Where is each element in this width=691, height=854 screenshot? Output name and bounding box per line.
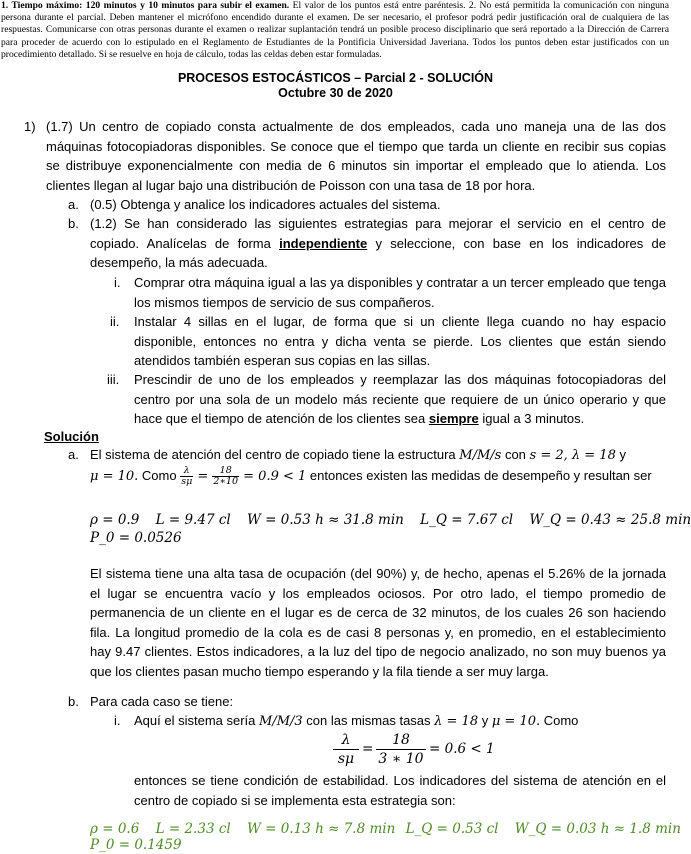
solution-bi-after: entonces se tiene condición de estabilidad. Los indicadores del sistema de atención en el centro de copiado si se implementa esta estrategia son: <box>134 773 666 808</box>
strategy-i-label: i. <box>114 275 121 290</box>
displayed-result: = 0.6 < 1 <box>429 741 495 757</box>
measure-rho: ρ = 0.9 <box>90 512 140 528</box>
queue-model-notation: M/M/s <box>459 448 502 463</box>
strategy-iii-text-2: igual a 3 minutos. <box>478 411 585 427</box>
fraction-denominator: sμ <box>181 476 193 488</box>
measure-LQ: L_Q = 7.67 cl <box>420 512 514 528</box>
exam-instructions <box>1 0 669 61</box>
measure-L: L = 9.47 cl <box>155 512 231 528</box>
queue-model-notation-bi: M/M/3 <box>259 714 303 729</box>
measures-line-a <box>90 511 691 529</box>
fraction-denominator: 2∗10 <box>213 476 239 488</box>
fraction-numerator: λ <box>180 466 193 477</box>
solution-a-como: Como <box>138 468 181 483</box>
solution-bi-text-1: Aquí el sistema sería <box>134 713 259 728</box>
strategy-iii-statement <box>134 370 666 429</box>
part-b-text-1: (1.2) Se han considerado las siguientes estrategias para mejorar el servicio en el centro de copiado. Analícelas de forma <box>90 216 666 251</box>
part-b-label: b. <box>68 216 79 231</box>
utilization-result: = 0.9 < 1 <box>239 469 307 484</box>
measure-P0: P_0 = 0.0526 <box>90 530 182 546</box>
displayed-equals: = <box>362 741 374 757</box>
strategy-iii-text-1: Prescindir de uno de los empleados y reemplazar las dos máquinas fotocopiadoras del centro por una sola de un modelo más reciente que requiere de un único operario y que hace que el tiempo de atención de los clientes sea <box>134 372 666 427</box>
fraction-denominator: sμ <box>337 751 355 767</box>
strategy-ii-statement: Instalar 4 sillas en el lugar, de forma que si un cliente llega cuando no hay espacio disponible, entonces no entra y dicha venta se pierde. Los clientes que están siendo atendidos también esperan sus copias en las sillas. <box>134 314 666 369</box>
displayed-fraction-lhs <box>333 731 359 768</box>
solution-bi-intro <box>134 711 666 732</box>
service-rate: μ = 10. <box>90 469 139 484</box>
part-b-statement <box>90 214 666 273</box>
queue-parameters: s = 2, λ = 18 <box>529 448 616 463</box>
fraction-numerator: 18 <box>212 466 239 477</box>
problem-number: 1) <box>24 119 36 134</box>
service-rate-bi: μ = 10. <box>491 714 541 729</box>
part-b-text-2: y seleccione, con base en los indicadores de desempeño, la más adecuada. <box>90 235 666 271</box>
fraction-numerator: λ <box>333 731 359 750</box>
measure-L-bi: L = 2.33 cl <box>155 821 231 837</box>
problem-statement: (1.7) Un centro de copiado consta actualmente de dos empleados, cada uno maneja una de las dos máquinas fotocopiadoras disponibles. Se conoce que el tiempo que tarda un cliente en recibir sus copias se distribuye exponencialmente con media de 6 minutos sin importar el empleado que lo atienda. Los clientes llegan al lugar bajo una distribución de Poisson con una tasa de 18 por hora. <box>46 119 666 193</box>
fraction-numerator: 18 <box>376 731 426 750</box>
part-b-emphasis: independiente <box>279 235 368 251</box>
strategy-iii-emphasis: siempre <box>428 411 479 427</box>
instructions-rest: El valor de los puntos está entre paréntesis. 2. No está permitida la comunicación con ninguna persona durante el parcial. Deben mantener el micrófono encendido durante el examen. De ser necesario, el profesor podrá pedir justificación oral de cualquiera de las respuestas. Comunicarse con otras personas durante el examen o realizar suplantación tendrá un posible proceso disciplinario que será reportado a la Dirección de Carrera para proceder de acuerdo con lo estipulado en el Reglamento de Estudiantes de la Pontificia Universidad Javeriana. Todos los puntos deben estar justificados con un procedimiento detallado. Si se resuelve en hoja de cálculo, todas las celdas deben estar formuladas. <box>1 0 669 60</box>
utilization-value-fraction <box>212 466 239 487</box>
solution-b-intro: Para cada caso se tiene: <box>90 694 234 709</box>
solution-a-intro-line1 <box>90 445 666 466</box>
solution-heading: Solución <box>44 429 99 444</box>
solution-a-analysis: El sistema tiene una alta tasa de ocupación (del 90%) y, de hecho, apenas el 5.26% de la jornada el lugar se encuentra vacío y los empleados ociosos. Por otro lado, el tiempo promedio de permanencia de un cliente en el lugar es de cerca de 32 minutos, de los cuales 26 son haciendo fila. La longitud promedio de la cola es de casi 8 personas y, en promedio, en el establecimiento hay 9.47 clientes. Estos indicadores, a la luz del tipo de negocio analizado, no son muy buenos ya que los clientes pasan mucho tiempo esperando y la fila tiende a ser muy larga. <box>90 566 666 679</box>
solution-a-text-4: entonces existen las medidas de desempeño y resultan ser <box>306 468 652 483</box>
utilization-fraction <box>180 466 193 487</box>
solution-bi-label: i. <box>114 713 121 728</box>
displayed-fraction-rhs <box>376 731 426 768</box>
measure-WQ-bi: W_Q = 0.03 h ≈ 1.8 min <box>514 821 681 837</box>
part-a-statement: (0.5) Obtenga y analice los indicadores actuales del sistema. <box>90 197 441 212</box>
fraction-denominator: 3 ∗ 10 <box>378 751 424 767</box>
measure-W: W = 0.53 h ≈ 31.8 min <box>247 512 404 528</box>
solution-b-label: b. <box>68 694 79 709</box>
instructions-lead: 1. Tiempo máximo: 120 minutos y 10 minutos para subir el examen. <box>1 0 290 11</box>
solution-bi-text-2: con las mismas tasas <box>302 713 435 728</box>
arrival-rate-bi: λ = 18 <box>434 714 479 729</box>
document-date: Octubre 30 de 2020 <box>278 86 393 100</box>
strategy-iii-label: iii. <box>107 372 120 387</box>
strategy-i-statement: Comprar otra máquina igual a las ya disponibles y contratar a un tercer empleado que tenga los mismos tiempos de servicio de sus compañeros. <box>134 275 666 310</box>
strategy-ii-label: ii. <box>110 314 120 329</box>
document-title: PROCESOS ESTOCÁSTICOS – Parcial 2 - SOLUCIÓN <box>177 71 494 85</box>
measure-WQ: W_Q = 0.43 ≈ 25.8 min <box>529 512 691 528</box>
solution-bi-text-3: y <box>478 713 492 728</box>
solution-a-text-2: con <box>501 447 530 462</box>
measure-LQ-bi: L_Q = 0.53 cl <box>405 821 499 837</box>
measure-W-bi: W = 0.13 h ≈ 7.8 min <box>247 821 396 837</box>
measure-P0-bi: P_0 = 0.1459 <box>90 837 182 853</box>
part-a-label: a. <box>68 197 79 212</box>
solution-bi-text-4: Como <box>540 713 579 728</box>
solution-a-text-1: El sistema de atención del centro de copiado tiene la estructura <box>90 447 460 462</box>
equals-sign: = <box>193 469 213 484</box>
solution-a-label: a. <box>68 447 79 462</box>
solution-a-text-3: y <box>615 447 626 462</box>
solution-a-intro-line2 <box>90 466 666 487</box>
measure-rho-bi: ρ = 0.6 <box>90 821 140 837</box>
